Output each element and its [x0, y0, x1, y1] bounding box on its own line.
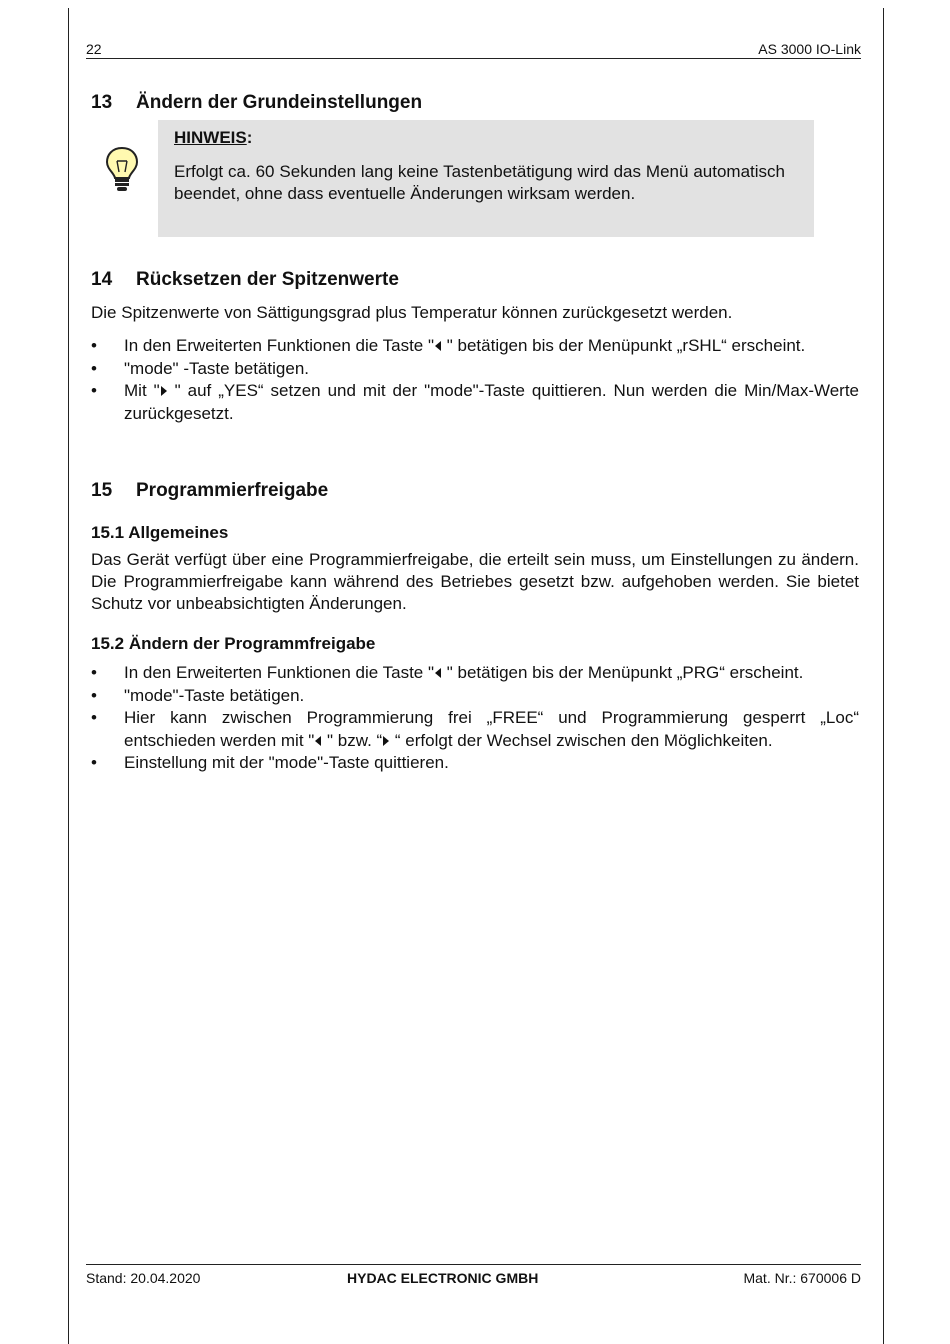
section-15-2-list — [91, 662, 859, 775]
footer-date: Stand: 20.04.2020 — [86, 1270, 201, 1286]
arrow-left-icon — [435, 668, 441, 678]
note-text: Erfolgt ca. 60 Sekunden lang keine Tastenbetätigung wird das Menü automatisch beendet, ohne dass eventuelle Änderungen wirksam werden. — [174, 162, 785, 203]
list-item: • Hier kann zwischen Programmierung frei „FREE“ und Programmierung gesperrt „Loc“ entschieden werden mit " " bzw. “ “ erfolgt der Wechsel zwischen den Möglichkeiten. — [91, 708, 859, 750]
section-14-intro: Die Spitzenwerte von Sättigungsgrad plus Temperatur können zurückgesetzt werden. — [91, 303, 733, 322]
right-margin-line — [883, 8, 884, 1344]
left-margin-line — [68, 8, 69, 1344]
page-footer — [86, 1264, 861, 1290]
section-15-heading: 15 Programmierfreigabe — [91, 480, 329, 501]
list-item: • In den Erweiterten Funktionen die Taste " " betätigen bis der Menüpunkt „PRG“ erscheint. — [91, 663, 804, 682]
arrow-left-icon — [315, 736, 321, 746]
footer-company: HYDAC ELECTRONIC GMBH — [347, 1270, 539, 1286]
section-14-list — [91, 335, 859, 425]
page-number: 22 — [86, 41, 102, 57]
page-header — [86, 41, 861, 59]
lightbulb-icon — [104, 146, 140, 194]
footer-mat-nr: Mat. Nr.: 670006 D — [743, 1270, 861, 1286]
arrow-right-icon — [161, 386, 167, 396]
list-item: • Einstellung mit der "mode"-Taste quittieren. — [91, 753, 449, 772]
list-item: • "mode" -Taste betätigen. — [91, 358, 310, 378]
section-13-heading: 13 Ändern der Grundeinstellungen — [91, 92, 423, 113]
arrow-right-icon — [383, 736, 389, 746]
section-15-1-heading: 15.1 Allgemeines — [91, 523, 229, 542]
note-title: HINWEIS: — [174, 128, 253, 147]
list-item: • Mit " " auf „YES“ setzen und mit der "mode"-Taste quittieren. Nun werden die Min/Max-Werte zurückgesetzt. — [91, 381, 860, 423]
list-item: • In den Erweiterten Funktionen die Taste " " betätigen bis der Menüpunkt „rSHL“ erscheint. — [91, 336, 806, 355]
section-15-2-heading: 15.2 Ändern der Programmfreigabe — [91, 634, 376, 653]
section-14-heading: 14 Rücksetzen der Spitzenwerte — [91, 269, 399, 290]
list-item: • "mode"-Taste betätigen. — [91, 685, 305, 705]
document-title: AS 3000 IO-Link — [758, 41, 861, 57]
arrow-left-icon — [435, 341, 441, 351]
section-15-1-text: Das Gerät verfügt über eine Programmierfreigabe, die erteilt sein muss, um Einstellungen zu ändern. Die Programmierfreigabe kann während des Betriebes gesetzt bzw. aufgehoben werden. Sie bietet Schutz vor unbeabsichtigten Änderungen. — [91, 550, 859, 613]
